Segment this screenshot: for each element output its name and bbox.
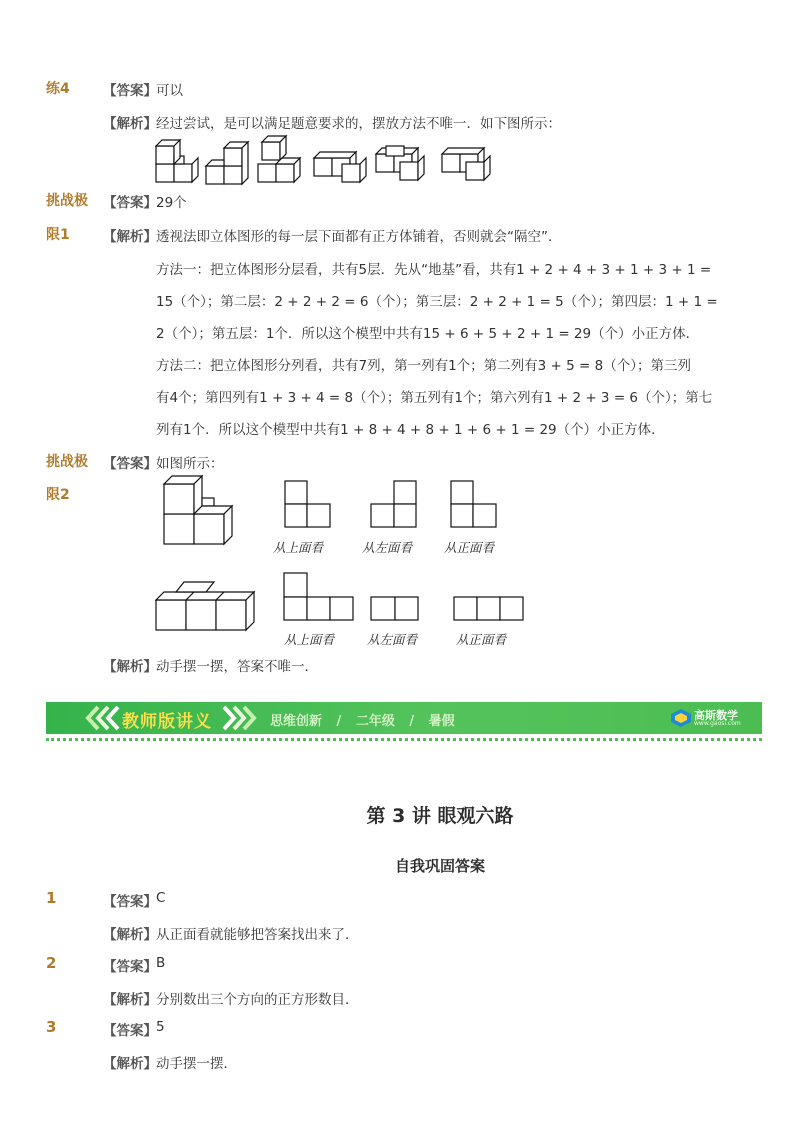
cube-figure-3 (258, 136, 300, 182)
question-number: 2 (46, 954, 57, 972)
answer-text: 5 (156, 1019, 165, 1035)
problem-label: 挑战极 (46, 193, 88, 209)
lecture-title: 第 3 讲 眼观六路 (366, 805, 514, 827)
analysis-text: 动手摆一摆． (156, 1056, 237, 1072)
analysis-line: 15（个）；第二层：2 + 2 + 2 = 6（个）；第三层：2 + 2 + 1 = 5（个）；第四层：1 + 1 = (156, 294, 718, 310)
analysis-line: 列有1个．所以这个模型中共有1 + 8 + 4 + 8 + 1 + 6 + 1 = 29（个）小正方体． (156, 422, 665, 438)
analysis-line: 2（个）；第五层：1个．所以这个模型中共有15 + 6 + 5 + 2 + 1 = 29（个）小正方体． (156, 326, 700, 342)
analysis-text: 动手摆一摆，答案不唯一． (156, 659, 318, 675)
analysis-line: 有4个；第四列有1 + 3 + 4 = 8（个）；第五列有1个；第六列有1 + 2 + 3 = 6（个）；第七 (156, 390, 713, 406)
problem-label: 限2 (46, 487, 70, 503)
view-caption-front: 从正面看 (444, 540, 495, 555)
answer-text: 可以 (156, 83, 183, 99)
answer-tag: 【答案】 (103, 195, 157, 211)
analysis-text: 分别数出三个方向的正方形数目． (156, 992, 359, 1008)
chevrons-right-icon (222, 705, 258, 731)
view-caption-left: 从左面看 (367, 632, 418, 647)
view-front-2 (453, 596, 525, 622)
answer-tag: 【答案】 (103, 894, 157, 910)
view-caption-left: 从左面看 (362, 540, 413, 555)
answer-text: C (156, 890, 166, 906)
brand-logo (670, 706, 754, 730)
view-left-2 (370, 596, 420, 622)
problem-label: 限1 (46, 227, 70, 243)
cube-figure-1 (156, 140, 198, 182)
cube-figure-5 (376, 146, 424, 180)
analysis-line: 透视法即立体图形的每一层下面都有正方体铺着，否则就会“隔空”． (156, 229, 562, 245)
breadcrumb (270, 710, 455, 729)
breadcrumb-separator: / (409, 714, 415, 729)
view-left-1 (370, 480, 418, 528)
header-banner (46, 702, 762, 734)
analysis-tag: 【解析】 (103, 116, 157, 132)
cube-figure-2 (206, 142, 248, 184)
cube-figure-4 (314, 152, 366, 182)
view-caption-front: 从正面看 (456, 632, 507, 647)
section-subtitle: 自我巩固答案 (394, 857, 485, 875)
breadcrumb-item: 思维创新 (270, 714, 323, 729)
answer-tag: 【答案】 (103, 83, 157, 99)
cube-arrangements-figure (150, 132, 500, 186)
analysis-tag: 【解析】 (103, 229, 157, 245)
breadcrumb-separator: / (336, 714, 342, 729)
answer-text: 如图所示： (156, 456, 224, 472)
banner-divider (46, 738, 762, 741)
view-caption-top: 从上面看 (273, 540, 324, 555)
breadcrumb-item: 暑假 (428, 714, 455, 729)
view-caption-top: 从上面看 (284, 632, 335, 647)
answer-tag: 【答案】 (103, 456, 157, 472)
view-front-1 (450, 480, 498, 528)
cube-figure-6 (442, 148, 490, 180)
answer-text: B (156, 955, 166, 971)
isometric-model-1 (160, 472, 236, 546)
view-top-2 (283, 572, 355, 622)
analysis-tag: 【解析】 (103, 659, 157, 675)
problem-label: 挑战极 (46, 454, 88, 470)
analysis-tag: 【解析】 (103, 1056, 157, 1072)
analysis-tag: 【解析】 (103, 927, 157, 943)
analysis-line: 方法二：把立体图形分列看，共有7列，第一列有1个；第二列有3 + 5 = 8（个）；第三列 (156, 358, 691, 374)
answer-tag: 【答案】 (103, 1023, 157, 1039)
banner-title: 教师版讲义 (122, 712, 212, 732)
logo-subtext: www.gaosi.com (694, 720, 741, 727)
analysis-tag: 【解析】 (103, 992, 157, 1008)
question-number: 3 (46, 1018, 57, 1036)
problem-label: 练4 (46, 81, 70, 97)
breadcrumb-item: 二年级 (355, 714, 395, 729)
answer-text: 29个 (156, 195, 187, 211)
analysis-text: 经过尝试，是可以满足题意要求的，摆放方法不唯一．如下图所示： (156, 116, 561, 132)
logo-text: 高斯数学 (694, 709, 738, 722)
isometric-model-2 (154, 578, 258, 634)
chevrons-left-icon (84, 705, 120, 731)
question-number: 1 (46, 889, 57, 907)
analysis-line: 方法一：把立体图形分层看，共有5层．先从“地基”看，共有1 + 2 + 4 + 3 + 1 + 3 + 1 = (156, 262, 712, 278)
view-top-1 (284, 480, 332, 528)
answer-tag: 【答案】 (103, 959, 157, 975)
gaosi-logo-icon (670, 708, 692, 728)
analysis-text: 从正面看就能够把答案找出来了． (156, 927, 359, 943)
